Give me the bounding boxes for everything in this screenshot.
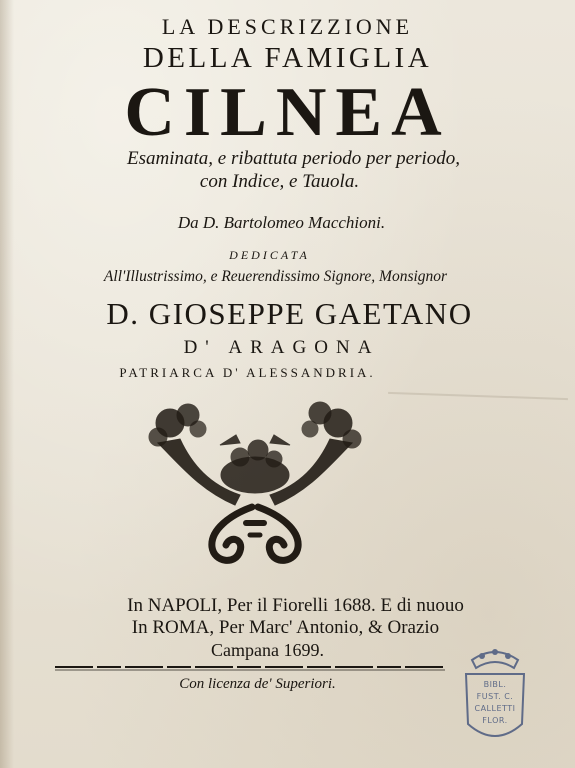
- subtitle-line-2: con Indice, e Tauola.: [199, 171, 360, 192]
- divider-rule: [55, 665, 445, 671]
- subtitle-line-1: Esaminata, e ribattuta periodo per periodo,: [126, 148, 460, 169]
- cornucopia-ornament-icon: [140, 395, 370, 575]
- stamp-line-2: FUST. C.: [476, 692, 514, 701]
- dedicatee-name: D. GIOSEPPE GAETANO: [106, 296, 473, 331]
- title-line-3: CILNEA: [124, 74, 451, 151]
- stamp-line-4: FLOR.: [482, 716, 508, 725]
- dedication-label: DEDICATA: [229, 248, 310, 262]
- imprint-line-3: Campana 1699.: [211, 640, 324, 660]
- author-line: Da D. Bartolomeo Macchioni.: [177, 213, 386, 232]
- title-line-2: DELLA FAMIGLIA: [142, 42, 433, 74]
- dedicatee-title: PATRIARCA D' ALESSANDRIA.: [119, 365, 376, 380]
- stamp-line-3: CALLETTI: [474, 704, 516, 713]
- stamp-line-1: BIBL.: [483, 680, 507, 689]
- license-line: Con licenza de' Superiori.: [179, 676, 336, 692]
- paper-crease: [388, 392, 568, 400]
- imprint-line-2: In ROMA, Per Marc' Antonio, & Orazio: [131, 617, 440, 638]
- dedication-addressee: All'Illustrissimo, e Reuerendissimo Signore, Monsignor: [103, 268, 448, 285]
- library-stamp: [458, 646, 532, 746]
- dedicatee-house: D' ARAGONA: [183, 337, 380, 358]
- imprint-line-1: In NAPOLI, Per il Fiorelli 1688. E di nuouo: [127, 595, 464, 616]
- title-line-1: LA DESCRIZZIONE: [161, 14, 414, 39]
